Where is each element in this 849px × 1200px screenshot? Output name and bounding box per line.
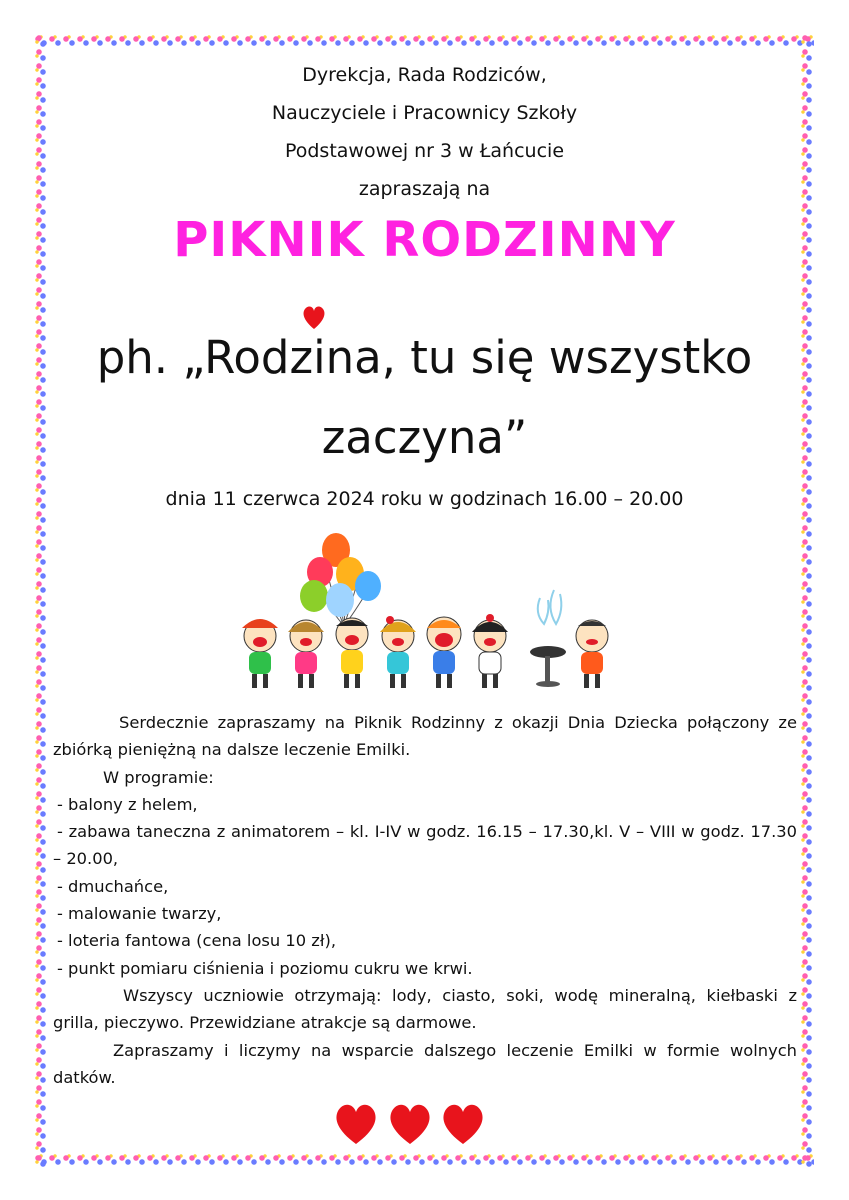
footer-hearts (333, 1100, 488, 1146)
invitation-header (0, 56, 849, 208)
slogan-line-1: ph. „Rodzina, tu się wszystko (96, 331, 753, 384)
program-item: - zabawa taneczna z animatorem – kl. I-IV w godz. 16.15 – 17.30,kl. V – VIII w godz. 17.30 – 20.00, (53, 822, 797, 869)
slogan (60, 318, 789, 478)
program-item: - loteria fantowa (cena losu 10 zł), (57, 931, 336, 951)
program-item: - dmuchańce, (57, 876, 169, 896)
header-line-1: Dyrekcja, Rada Rodziców, (302, 64, 547, 86)
closing-paragraph: Zapraszamy i liczymy na wsparcie dalszego leczenie Emilki w formie wolnych datków. (53, 1040, 797, 1087)
heart-icon (390, 1105, 429, 1144)
slogan-line-2: zaczyna” (321, 411, 528, 464)
event-date: dnia 11 czerwca 2024 roku w godzinach 16.00 – 20.00 (165, 488, 684, 510)
children-balloons-illustration (218, 528, 634, 694)
header-line-3: Podstawowej nr 3 w Łańcucie (284, 140, 565, 162)
program-item: - balony z helem, (57, 794, 198, 814)
intro-paragraph: Serdecznie zapraszamy na Piknik Rodzinny z okazji Dnia Dziecka połączony ze zbiórką pieniężną na dalsze leczenie Emilki. (53, 713, 797, 760)
program-heading: W programie: (103, 767, 214, 787)
program-item: - punkt pomiaru ciśnienia i poziomu cukru we krwi. (57, 958, 473, 978)
invitation-body (53, 709, 797, 1091)
candy-border-top (34, 34, 814, 48)
header-line-2: Nauczyciele i Pracownicy Szkoły (271, 102, 578, 124)
program-item: - malowanie twarzy, (57, 904, 222, 924)
candy-border-bottom (34, 1153, 814, 1167)
heart-icon (336, 1105, 375, 1144)
page-title: PIKNIK RODZINNY (173, 212, 676, 268)
students-paragraph: Wszyscy uczniowie otrzymają: lody, ciasto, soki, wodę mineralną, kiełbaski z grilla, pieczywo. Przewidziane atrakcje są darmowe. (53, 985, 797, 1033)
heart-icon (443, 1105, 482, 1144)
header-line-4: zapraszają na (358, 178, 491, 200)
